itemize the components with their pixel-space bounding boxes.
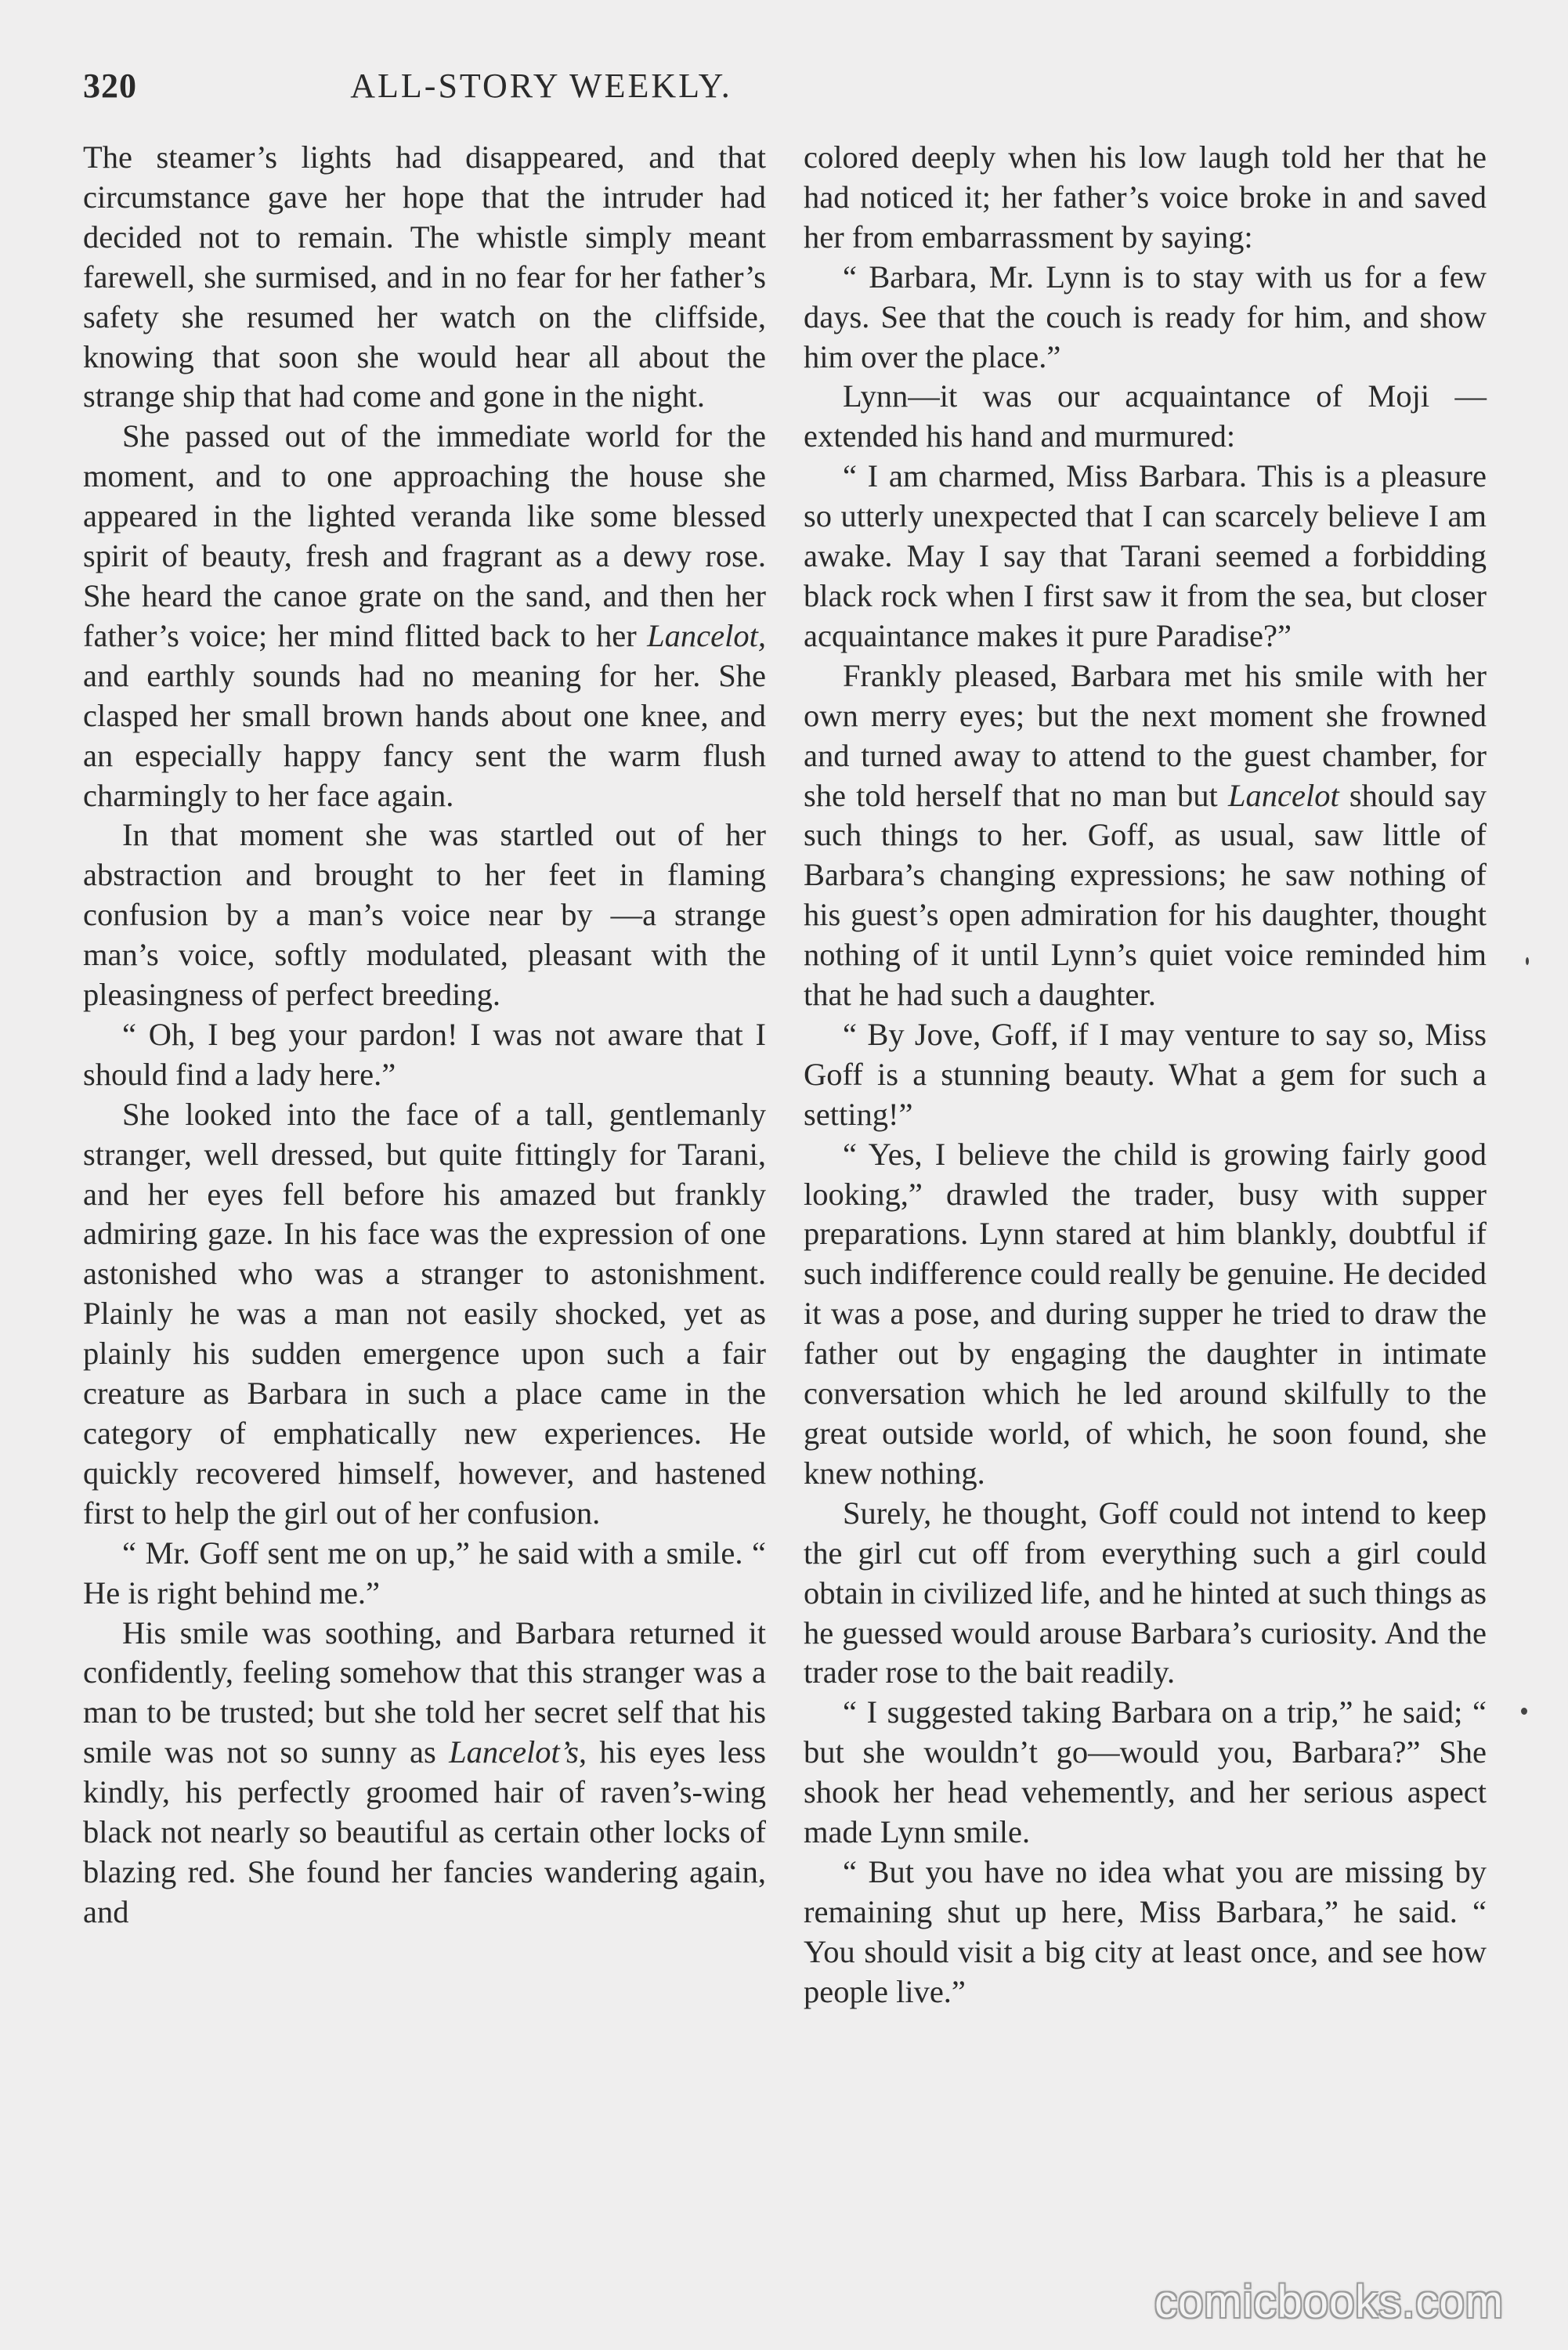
page-header bbox=[83, 66, 999, 113]
paragraph: colored deeply when his low laugh told her that he had noticed it; her father’s voice broke in and saved her from embarrassment by saying: bbox=[804, 139, 1487, 255]
paragraph: “ Oh, I beg your pardon! I was not aware that I should find a lady here.” bbox=[83, 1016, 766, 1092]
paragraph: His smile was soothing, and Barbara returned it confidently, feeling somehow that this stranger was a man to be trusted; but she told her secret self that his smile was not so sunny as Lancelot’s, his eyes less kindly, his perfectly groomed hair of raven’s-wing black not nearly so beautiful as certain other locks of blazing red. She found her fancies wandering again, and bbox=[83, 1614, 766, 1929]
paragraph: Surely, he thought, Goff could not intend to keep the girl cut off from everything such a girl could obtain in civilized life, and he hinted at such things as he guessed would arouse Barbara’s curiosity. And the trader rose to the bait readily. bbox=[804, 1495, 1487, 1690]
paragraph: “ Yes, I believe the child is growing fairly good looking,” drawled the trader, busy with supper preparations. Lynn stared at him blankly, doubtful if such indifference could really be genuine. He decided it was a pose, and during supper he tried to draw the father out by engaging the daughter in intimate conversation which he led around skilfully to the great outside world, of which, he soon found, she knew nothing. bbox=[804, 1136, 1487, 1491]
page-number: 320 bbox=[83, 67, 137, 105]
ink-speck bbox=[1526, 957, 1529, 965]
paragraph: “ I am charmed, Miss Barbara. This is a pleasure so utterly unexpected that I can scarcely believe I am awake. May I say that Tarani seemed a forbidding black rock when I first saw it from the sea, but closer acquaintance makes it pure Paradise?” bbox=[804, 458, 1487, 653]
magazine-title: ALL-STORY WEEKLY. bbox=[350, 67, 732, 105]
paragraph: “ I suggested taking Barbara on a trip,” he said; “ but she wouldn’t go—would you, Barbara?” She shook her head vehemently, and her serious aspect made Lynn smile. bbox=[804, 1694, 1487, 1850]
paragraph: Frankly pleased, Barbara met his smile with her own merry eyes; but the next moment she frowned and turned away to attend to the guest chamber, for she told herself that no man but Lancelot should say such things to her. Goff, as usual, saw little of Barbara’s changing expressions; he saw nothing of his guest’s open admiration for his daughter, thought nothing of it until Lynn’s quiet voice reminded him that he had such a daughter. bbox=[804, 657, 1487, 1013]
paragraph: She looked into the face of a tall, gentlemanly stranger, well dressed, but quite fittingly for Tarani, and her eyes fell before his amazed but frankly admiring gaze. In his face was the expression of one astonished who was a stranger to astonishment. Plainly he was a man not easily shocked, yet as plainly his sudden emergence upon such a fair creature as Barbara in such a place came in the category of emphatically new experiences. He quickly recovered himself, however, and hastened first to help the girl out of her confusion. bbox=[83, 1096, 766, 1531]
paragraph: “ Barbara, Mr. Lynn is to stay with us for a few days. See that the couch is ready for him, and show him over the place.” bbox=[804, 258, 1487, 374]
paragraph: “ Mr. Goff sent me on up,” he said with a smile. “ He is right behind me.” bbox=[83, 1535, 766, 1611]
paragraph: “ But you have no idea what you are missing by remaining shut up here, Miss Barbara,” he said. “ You should visit a big city at least once, and see how people live.” bbox=[804, 1853, 1487, 2009]
paragraph: The steamer’s lights had disappeared, and that circumstance gave her hope that the intruder had decided not to remain. The whistle simply meant farewell, she surmised, and in no fear for her father’s safety she resumed her watch on the cliffside, knowing that soon she would hear all about the strange ship that had come and gone in the night. bbox=[83, 139, 766, 414]
left-column bbox=[83, 138, 766, 1932]
paragraph: In that moment she was startled out of her abstraction and brought to her feet in flaming confusion by a man’s voice near by —a strange man’s voice, softly modulated, pleasant with the pleasingness of perfect breeding. bbox=[83, 817, 766, 1013]
ink-speck bbox=[1521, 1708, 1527, 1715]
paragraph: She passed out of the immediate world for the moment, and to one approaching the house she appeared in the lighted veranda like some blessed spirit of beauty, fresh and fragrant as a dewy rose. She heard the canoe grate on the sand, and then her father’s voice; her mind flitted back to her Lancelot, and earthly sounds had no meaning for her. She clasped her small brown hands about one knee, and an especially happy fancy sent the warm flush charmingly to her face again. bbox=[83, 418, 766, 813]
paragraph: Lynn—it was our acquaintance of Moji —extended his hand and murmured: bbox=[804, 378, 1487, 454]
paragraph: “ By Jove, Goff, if I may venture to say so, Miss Goff is a stunning beauty. What a gem for such a setting!” bbox=[804, 1016, 1487, 1132]
watermark: comicbooks.com bbox=[1154, 2276, 1504, 2327]
right-column bbox=[804, 138, 1487, 2012]
